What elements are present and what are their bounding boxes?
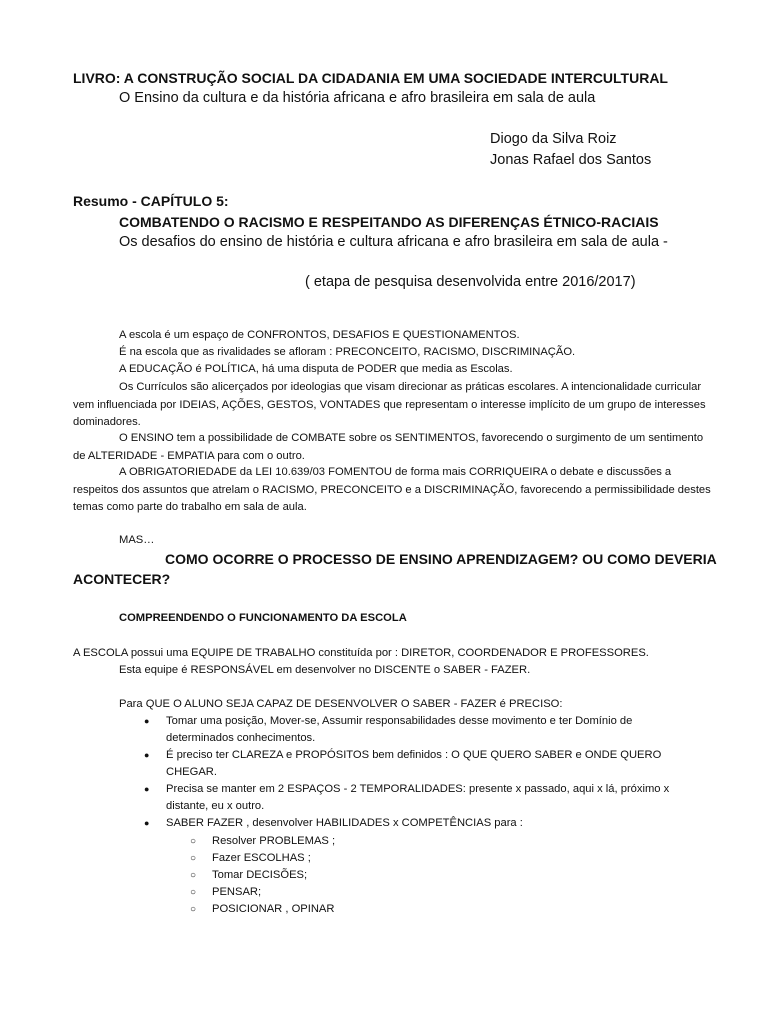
section-heading: COMPREENDENDO O FUNCIONAMENTO DA ESCOLA [119,612,407,624]
curriculos-text: Os Currículos são alicerçados por ideologias que visam direcionar as práticas escolares. A intencionalidade curricular vem influenciada por IDEIAS, AÇÕES, GESTOS, VONTADES que representam o interesse implícito de um grupo de interesses dominadores. [73,381,706,428]
sublist-item: ○ Resolver PROBLEMAS ; [212,833,712,850]
list-item [144,713,726,747]
author-2: Jonas Rafael dos Santos [490,152,652,168]
list-item-line: Precisa se manter em 2 ESPAÇOS - 2 TEMPORALIDADES: presente x passado, aqui x lá, próximo x [166,783,670,795]
bullet-icon: ● [144,784,150,794]
requirements-list [144,713,726,832]
circle-bullet-icon: ○ [190,870,197,881]
question-line-2: ACONTECER? [73,571,171,587]
research-note: ( etapa de pesquisa desenvolvida entre 2016/2017) [305,274,636,290]
circle-bullet-icon: ○ [190,904,197,915]
list-item [144,781,726,815]
book-subtitle: O Ensino da cultura e da história africana e afro brasileira em sala de aula [119,90,596,106]
bullet-icon: ● [144,750,150,760]
body-line-3: A EDUCAÇÃO é POLÍTICA, há uma disputa de PODER que media as Escolas. [119,363,513,375]
chapter-label: Resumo - CAPÍTULO 5: [73,193,229,209]
list-item-line: CHEGAR. [166,766,217,778]
list-item-line: distante, eu x outro. [166,800,265,812]
mas-text: MAS… [119,534,155,546]
lei-paragraph [73,464,713,517]
list-item [144,747,726,781]
skills-sublist [190,833,712,918]
sublist-item: ○ POSICIONAR , OPINAR [212,901,712,918]
list-item-line: SABER FAZER , desenvolver HABILIDADES x COMPETÊNCIAS para : [166,817,523,829]
section-line-2: Esta equipe é RESPONSÁVEL em desenvolver no DISCENTE o SABER - FAZER. [119,664,531,676]
sublist-item: ○ PENSAR; [212,884,712,901]
body-line-1: A escola é um espaço de CONFRONTOS, DESAFIOS E QUESTIONAMENTOS. [119,329,520,341]
question-line-1: COMO OCORRE O PROCESSO DE ENSINO APRENDIZAGEM? OU COMO DEVERIA [165,551,717,567]
curriculos-paragraph [73,379,713,432]
bullet-icon: ● [144,716,150,726]
chapter-title: COMBATENDO O RACISMO E RESPEITANDO AS DIFERENÇAS ÉTNICO-RACIAIS [119,214,659,230]
sublist-item: ○ Fazer ESCOLHAS ; [212,850,712,867]
circle-bullet-icon: ○ [190,887,197,898]
ensino-paragraph [73,430,713,465]
section-intro: Para QUE O ALUNO SEJA CAPAZ DE DESENVOLVER O SABER - FAZER é PRECISO: [119,698,563,710]
ensino-text: O ENSINO tem a possibilidade de COMBATE sobre os SENTIMENTOS, favorecendo o surgimento de um sentimento de ALTERIDADE - EMPATIA para com o outro. [73,432,704,462]
list-item [144,815,726,832]
lei-text: A OBRIGATORIEDADE da LEI 10.639/03 FOMENTOU de forma mais CORRIQUEIRA o debate e discussões a respeitos dos assuntos que atrelam o RACISMO, PRECONCEITO e a DISCRIMINAÇÃO, favorecendo a permissibilidade destes temas como parte do trabalho em sala de aula. [73,466,711,513]
section-line-1: A ESCOLA possui uma EQUIPE DE TRABALHO constituída por : DIRETOR, COORDENADOR E PROFESSORES. [73,647,649,659]
bullet-icon: ● [144,818,150,828]
body-line-2: É na escola que as rivalidades se afloram : PRECONCEITO, RACISMO, DISCRIMINAÇÃO. [119,346,576,358]
author-1: Diogo da Silva Roiz [490,131,617,147]
sublist-item: ○ Tomar DECISÕES; [212,867,712,884]
list-item-line: Tomar uma posição, Mover-se, Assumir responsabilidades desse movimento e ter Domínio de [166,715,633,727]
circle-bullet-icon: ○ [190,853,197,864]
chapter-subtitle: Os desafios do ensino de história e cultura africana e afro brasileira em sala de aula - [119,234,668,250]
circle-bullet-icon: ○ [190,836,197,847]
list-item-line: determinados conhecimentos. [166,732,316,744]
book-title: LIVRO: A CONSTRUÇÃO SOCIAL DA CIDADANIA EM UMA SOCIEDADE INTERCULTURAL [73,70,668,86]
list-item-line: É preciso ter CLAREZA e PROPÓSITOS bem definidos : O QUE QUERO SABER e ONDE QUERO [166,749,662,761]
